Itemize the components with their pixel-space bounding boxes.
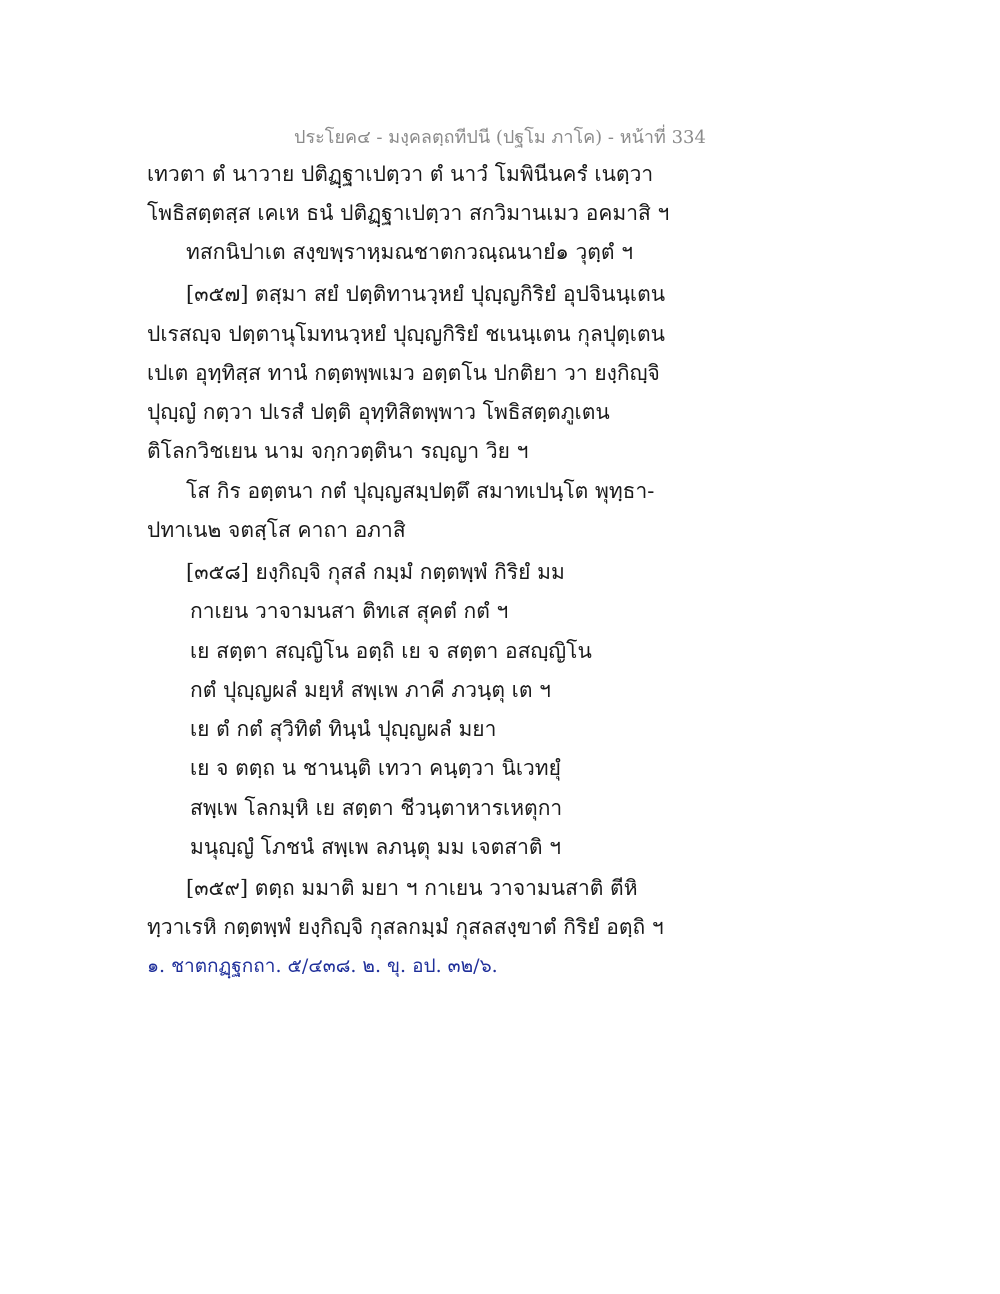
body-line: ปเรสญฺจ ปตฺตานุโมทนวฺหยํ ปุญฺญกิริยํ ชเนนฺเตน กุลปุตฺเตน [147,322,665,346]
page-header: ประโยค๔ - มงฺคลตฺถทีปนี (ปฐโม ภาโค) - หน้าที่ 334 [294,127,706,148]
verse-line: กาเยน วาจามนสา ติทเส สุคตํ กตํ ฯ [190,599,509,623]
closing-line: [๓๕๙] ตตฺถ มมาติ มยา ฯ กาเยน วาจามนสาติ ตีหิ [186,876,638,900]
body-line: ติโลกวิชเยน นาม จกฺกวตฺตินา รญฺญา วิย ฯ [147,439,529,463]
verse-line: กตํ ปุญฺญผลํ มยฺหํ สพฺเพ ภาคี ภวนฺตุ เต ฯ [190,678,551,702]
verse-line: มนุญฺญํ โภชนํ สพฺเพ ลภนฺตุ มม เจตสาติ ฯ [190,835,561,859]
closing-line: ทฺวาเรหิ กตฺตพฺพํ ยงฺกิญฺจิ กุสลกมฺมํ กุสลสงฺขาตํ กิริยํ อตฺถิ ฯ [147,915,664,939]
verse-line: [๓๕๘] ยงฺกิญฺจิ กุสลํ กมฺมํ กตฺตพฺพํ กิริยํ มม [186,560,565,584]
body-line: ปุญฺญํ กตฺวา ปเรสํ ปตฺติ อุทฺทิสิตพฺพาว โพธิสตฺตภูเตน [147,400,610,424]
body-line: [๓๕๗] ตสฺมา สยํ ปตฺติทานวฺหยํ ปุญฺญกิริยํ อุปจินนฺเตน [186,282,666,306]
verse-line: เย จ ตตฺถ น ชานนฺติ เทวา คนฺตฺวา นิเวทยุํ [190,756,561,780]
body-line: เทวตา ตํ นาวาย ปติฏฺฐาเปตฺวา ตํ นาวํ โมพินีนครํ เนตฺวา [147,162,654,186]
verse-line: สพฺเพ โลกมฺหิ เย สตฺตา ชีวนฺตาหารเหตุกา [190,796,563,820]
body-line: เปเต อุทฺทิสฺส ทานํ กตฺตพฺพเมว อตฺตโน ปกติยา วา ยงฺกิญฺจิ [147,361,660,385]
verse-line: เย ตํ กตํ สุวิทิตํ ทินฺนํ ปุญฺญผลํ มยา [190,717,497,741]
body-line: ปทาเน๒ จตสฺโส คาถา อภาสิ [147,518,406,542]
body-line: โส กิร อตฺตนา กตํ ปุญฺญสมฺปตฺตึ สมาทเปนฺโต พุทฺธา- [186,479,655,503]
footnote: ๑. ชาตกฏฺฐกถา. ๕/๔๓๘. ๒. ขุ. อป. ๓๒/๖. [147,955,498,977]
body-line: โพธิสตฺตสฺส เคเห ธนํ ปติฏฺฐาเปตฺวา สกวิมานเมว อคมาสิ ฯ [147,201,670,225]
body-line: ทสกนิปาเต สงฺขพฺราหฺมณชาตกวณฺณนายํ๑ วุตฺตํ ฯ [186,240,633,264]
verse-line: เย สตฺตา สญฺญิโน อตฺถิ เย จ สตฺตา อสญฺญิโน [190,639,592,663]
